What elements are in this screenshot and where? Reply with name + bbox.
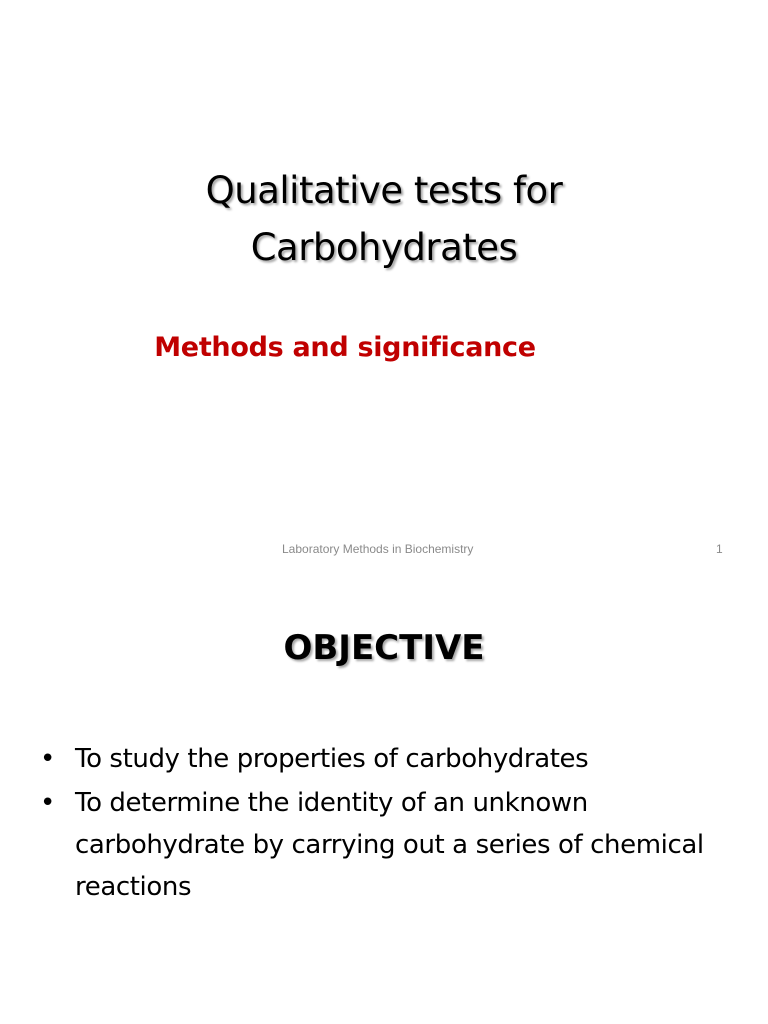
bullet-icon: • bbox=[40, 744, 55, 774]
title-line-1: Qualitative tests for bbox=[205, 169, 563, 212]
bullet-text: To study the properties of carbohydrates bbox=[75, 744, 589, 774]
page-number: 1 bbox=[716, 542, 723, 556]
objective-bullet-list bbox=[40, 738, 740, 910]
slide-2 bbox=[0, 580, 768, 1024]
bullet-icon: • bbox=[40, 788, 55, 818]
list-item bbox=[40, 738, 740, 780]
slide-subtitle: Methods and significance bbox=[154, 332, 536, 363]
slide-title bbox=[0, 162, 768, 276]
objective-title: OBJECTIVE bbox=[283, 628, 485, 668]
list-item bbox=[40, 782, 740, 908]
footer-text: Laboratory Methods in Biochemistry bbox=[282, 542, 474, 556]
title-line-2: Carbohydrates bbox=[250, 226, 518, 269]
bullet-text: To determine the identity of an unknown carbohydrate by carrying out a series of chemical reactions bbox=[75, 788, 704, 902]
